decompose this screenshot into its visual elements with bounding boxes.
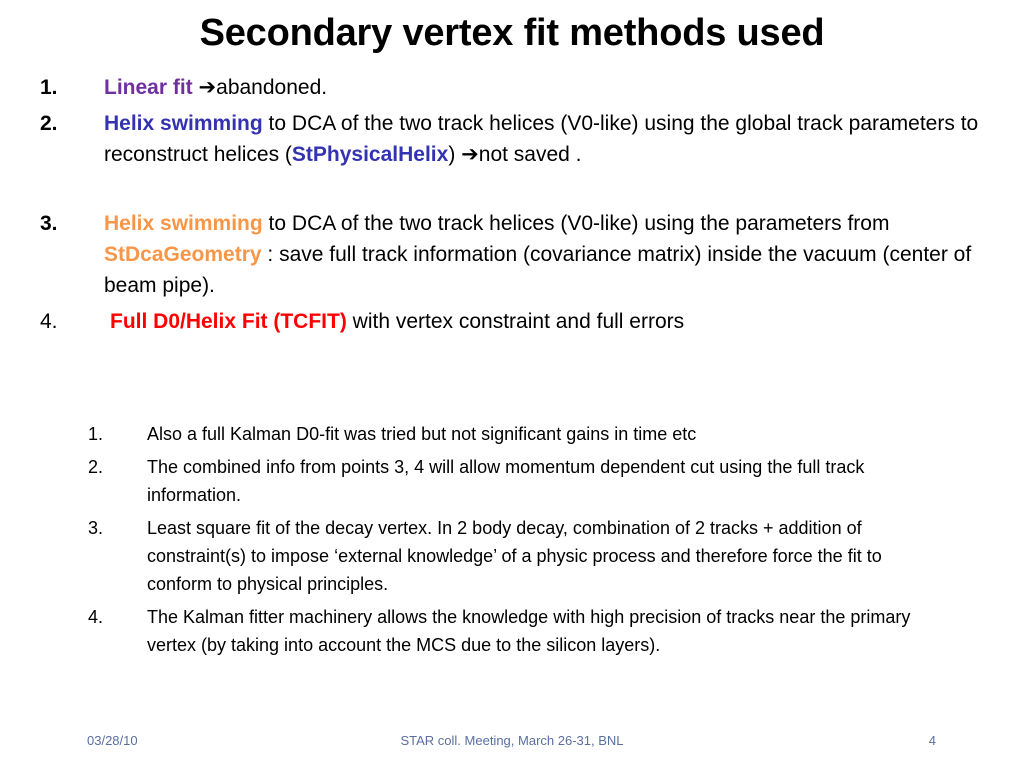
sub-list: [88, 420, 948, 664]
keyword-stdcageometry: StDcaGeometry: [104, 243, 262, 266]
keyword-helix-swimming: Helix swimming: [104, 212, 263, 235]
item-text: not saved .: [478, 143, 582, 166]
item-number: 2.: [40, 112, 58, 135]
item-text: abandoned.: [216, 76, 328, 99]
item-text: to DCA of the two track helices (V0-like) using the global track parameters to reconstruct helices (: [104, 112, 979, 166]
footer-page-number: 4: [928, 733, 936, 748]
item-text: to DCA of the two track helices (V0-like) using the parameters from: [262, 212, 890, 235]
right-arrow-icon: ➔: [461, 142, 479, 166]
item-number: 4.: [40, 310, 58, 333]
list-item-3: [40, 208, 1000, 301]
sub-item-text: The Kalman fitter machinery allows the knowledge with high precision of tracks near the primary vertex (by taking into account the MCS due to the silicon layers).: [147, 607, 911, 655]
item-text: with vertex constraint and full errors: [346, 310, 685, 333]
item-text: : save full track information (covariance matrix) inside the vacuum (center of beam pipe).: [104, 243, 972, 297]
list-item-1: [40, 72, 1000, 103]
sub-item-number: 1.: [88, 424, 104, 444]
list-item-4: [40, 306, 1000, 337]
main-list: [40, 72, 1000, 337]
sub-list-item: [88, 603, 948, 659]
sub-item-number: 3.: [88, 518, 104, 538]
footer-meeting: STAR coll. Meeting, March 26-31, BNL: [400, 733, 624, 748]
sub-item-text: Also a full Kalman D0-fit was tried but not significant gains in time etc: [147, 424, 697, 444]
keyword-linear-fit: Linear fit: [104, 76, 193, 99]
list-item-2: [40, 108, 1000, 170]
slide-title: Secondary vertex fit methods used: [199, 12, 825, 54]
sub-list-item: [88, 514, 948, 598]
keyword-stphysicalhelix: StPhysicalHelix: [291, 143, 449, 166]
sub-list-item: [88, 453, 948, 509]
item-text: ): [448, 143, 462, 166]
sub-list-item: [88, 420, 948, 448]
keyword-tcfit: Full D0/Helix Fit (TCFIT): [110, 310, 347, 333]
sub-item-text: Least square fit of the decay vertex. In 2 body decay, combination of 2 tracks + addition of constraint(s) to impose ‘external knowledge’ of a physic process and therefore force the fit to conform to physical principles.: [147, 518, 882, 594]
sub-item-number: 2.: [88, 457, 104, 477]
sub-item-text: The combined info from points 3, 4 will allow momentum dependent cut using the full track information.: [147, 457, 865, 505]
footer-date: 03/28/10: [87, 733, 138, 748]
sub-item-number: 4.: [88, 607, 104, 627]
keyword-helix-swimming: Helix swimming: [104, 112, 263, 135]
item-number: 3.: [40, 212, 58, 235]
item-number: 1.: [40, 76, 58, 99]
right-arrow-icon: ➔: [198, 75, 217, 99]
